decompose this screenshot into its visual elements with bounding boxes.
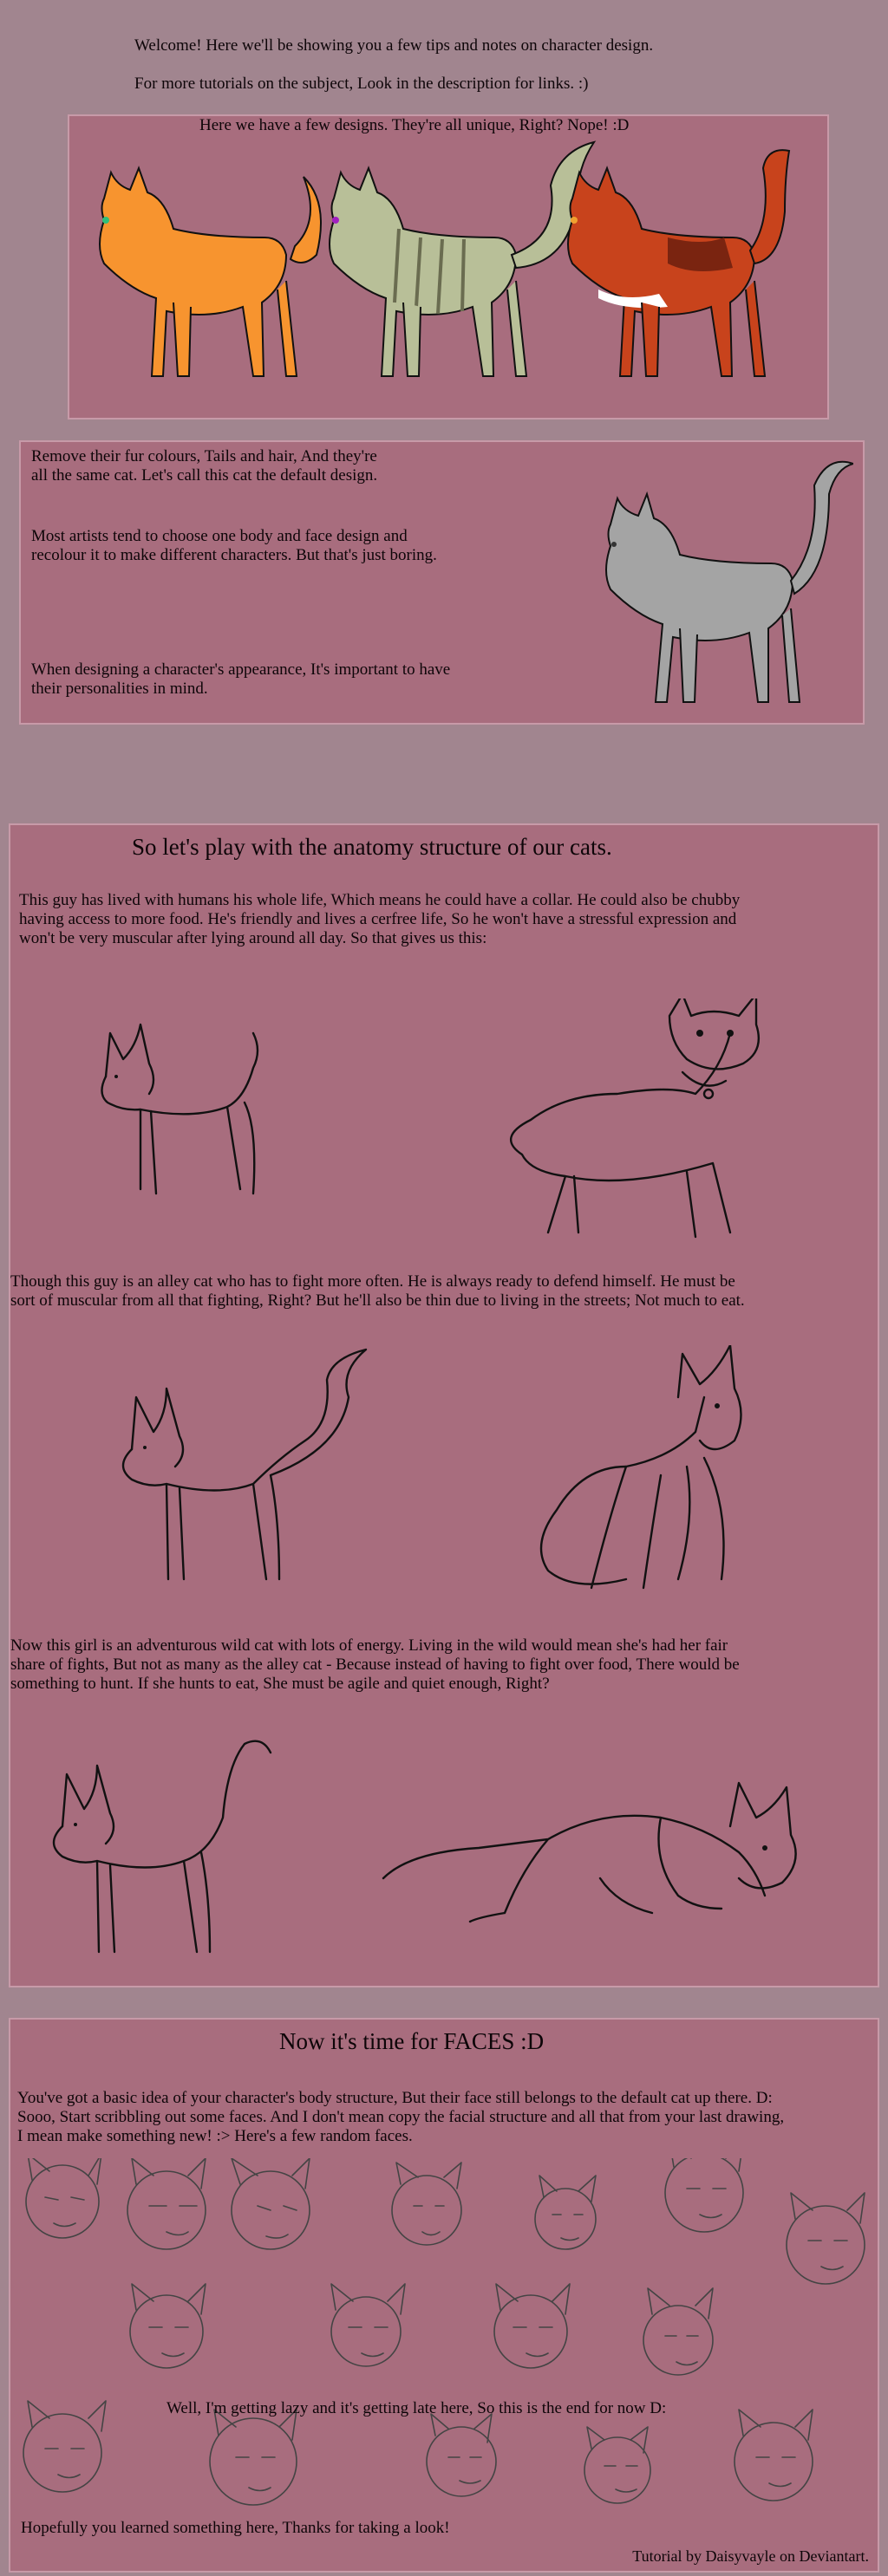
closing-text: Hopefully you learned something here, Thanks for taking a look! — [21, 2519, 450, 2537]
intro-text — [134, 17, 793, 113]
face-sketch-12 — [23, 2401, 106, 2492]
default-cat-illustration — [576, 451, 853, 719]
default-text-2: Most artists tend to choose one body and face design and recolour it to make different characters. But that's just boring. — [31, 527, 437, 564]
wild-cat-default-sketch — [54, 1741, 271, 1952]
face-sketch-15 — [584, 2427, 650, 2503]
wild-cat-stalking-sketch — [383, 1783, 796, 1922]
wild-cat-text: Now this girl is an adventurous wild cat with lots of energy. Living in the wild would mean she's had her fair share of fights, But not as many as the alley cat - Because instead of having to fight over food, There would be something to hunt. If she hunts to eat, She must be agile and quiet enough, Right? — [10, 1636, 740, 1693]
face-sketch-6 — [665, 2158, 743, 2232]
anatomy-panel — [9, 823, 879, 1987]
faces-heading: Now it's time for FACES :D — [279, 2028, 545, 2054]
designs-illustration — [69, 116, 827, 418]
face-sketch-1 — [26, 2158, 101, 2238]
face-sketch-8 — [130, 2284, 206, 2368]
intro-line-2: For more tutorials on the subject, Look in the description for links. :) — [134, 75, 589, 93]
faces-panel — [9, 2018, 879, 2573]
designs-caption: Here we have a few designs. They're all unique, Right? Nope! :D — [199, 116, 630, 134]
house-cat-sketches — [88, 999, 800, 1259]
orange-cat-figure — [100, 168, 321, 376]
face-sketch-9 — [331, 2284, 405, 2366]
alley-cat-default-sketch — [123, 1350, 366, 1579]
face-sketch-3 — [232, 2158, 310, 2249]
anatomy-heading: So let's play with the anatomy structure of our cats. — [132, 834, 612, 860]
face-sketch-10 — [494, 2284, 570, 2368]
tabby-cat-figure — [330, 142, 594, 376]
alley-cat-fighter-sketch — [541, 1345, 741, 1588]
house-cat-text: This guy has lived with humans his whole life, Which means he could have a collar. He could also be chubby having access to more food. He's friendly and lives a cerfree life, So he won't have a stressful expression and won't be very muscular after lying around all day. So that gives us this: — [19, 891, 741, 947]
face-sketch-13 — [210, 2410, 297, 2505]
faces-text: You've got a basic idea of your character's body structure, But their face still belongs to the default cat up there. D: Sooo, Start scribbling out some faces. And I don't mean copy the facial structure and all that from your last drawing, I mean make something new! :> Here's a few random faces. — [17, 2089, 785, 2145]
lazy-text: Well, I'm getting lazy and it's getting late here, So this is the end for now D: — [166, 2399, 667, 2417]
alley-cat-sketches — [106, 1345, 800, 1597]
face-sketch-4 — [392, 2163, 461, 2245]
default-design-panel — [19, 440, 865, 725]
house-cat-chubby-sketch — [511, 999, 759, 1237]
face-sketch-14 — [427, 2414, 496, 2496]
wild-cat-sketches — [36, 1731, 817, 1965]
default-text-3: When designing a character's appearance, It's important to have their personalities in mind. — [31, 660, 451, 698]
credit-text: Tutorial by Daisyvayle on Deviantart. — [632, 2547, 869, 2565]
face-sketches — [10, 2158, 881, 2522]
intro-line-1: Welcome! Here we'll be showing you a few tips and notes on character design. — [134, 36, 654, 55]
face-sketch-16 — [735, 2410, 813, 2501]
face-sketch-2 — [127, 2158, 206, 2249]
alley-cat-text: Though this guy is an alley cat who has to fight more often. He is always ready to defend himself. He must be sort of muscular from all that fighting, Right? But he'll also be thin due to living in the streets; Not much to eat. — [10, 1272, 745, 1310]
face-sketch-11 — [643, 2288, 713, 2375]
face-sketch-5 — [535, 2176, 596, 2249]
house-cat-default-sketch — [101, 1025, 258, 1194]
calico-cat-figure — [568, 150, 789, 376]
designs-panel — [68, 114, 829, 420]
default-text-1: Remove their fur colours, Tails and hair, And they're all the same cat. Let's call this cat the default design. — [31, 447, 378, 485]
face-sketch-7 — [787, 2193, 865, 2284]
